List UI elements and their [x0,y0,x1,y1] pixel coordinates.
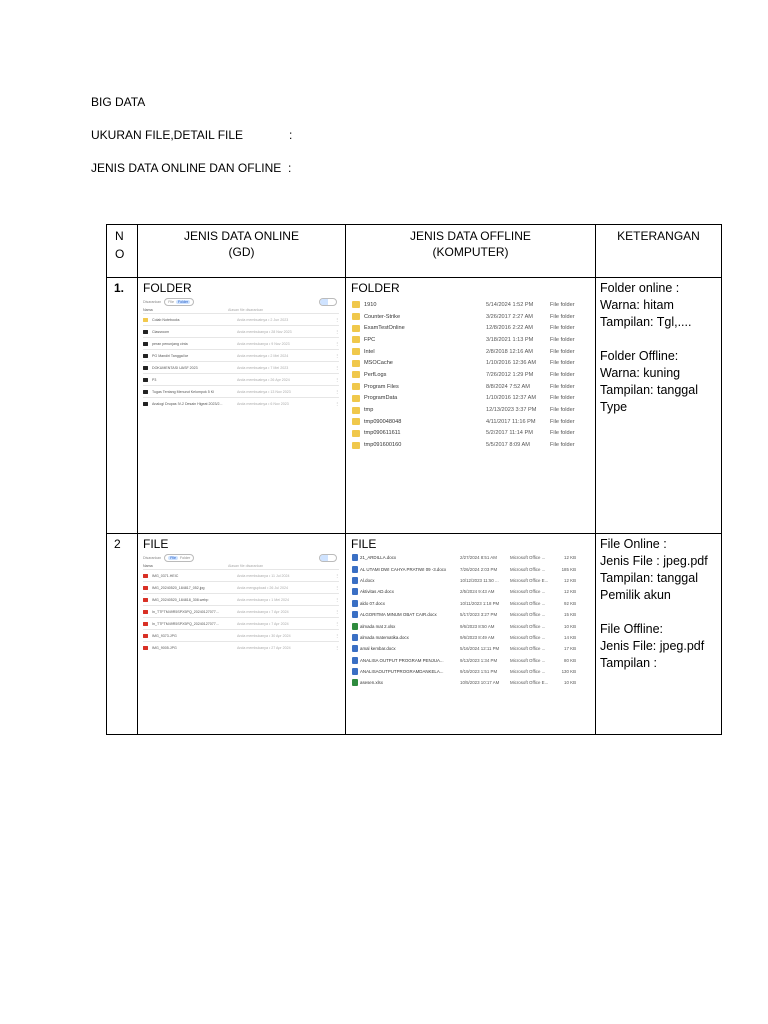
pc-file-date: 10/12/2023 11:50 ... [460,577,499,583]
pc-file-row[interactable] [352,575,593,586]
pc-file-row[interactable] [352,666,593,677]
folder-icon [143,378,148,382]
pc-folder-type: File folder [550,430,575,437]
pc-file-row[interactable] [352,620,593,631]
pc-file-type: Microsoft Office ... [510,555,546,561]
header-ket-text: KETERANGAN [617,229,700,243]
jenis-label: JENIS DATA ONLINE DAN OFLINE [91,161,282,175]
pc-file-date: 2/27/2024 8:51 AM [460,555,497,561]
pc-file-row[interactable] [352,563,593,574]
gd-file-filter-pill[interactable] [164,554,194,562]
keterangan-line: Folder online : [600,281,680,295]
folder-icon [352,325,360,332]
pc-file-type: Microsoft Office E... [510,577,549,583]
row1-keterangan-cell [596,278,722,534]
gd-file-name: IMG_20240520_184818_308.webp [152,597,209,602]
image-file-icon [143,574,148,578]
gd-folder-row[interactable] [143,373,339,385]
pc-folder-date: 4/11/2017 11:16 PM [486,418,536,425]
pc-file-size: 10 KB [564,680,576,686]
pc-file-size: 185 KB [561,566,576,572]
gd-file-reason: Anda membukanya • 30 Apr 2024 [237,633,291,638]
pc-folder-type: File folder [550,383,575,390]
gd-folder-reason: Anda membuatnya • 2 Mei 2024 [237,353,289,358]
keterangan-line: Tampilan: tanggal [600,383,698,397]
row2-number-cell [107,534,138,735]
pc-file-date: 7/26/2024 2:03 PM [460,566,498,572]
folder-icon [352,407,360,414]
folder-icon [352,442,360,449]
gd-file-reason: Anda membukanya • 7 Apr 2024 [237,609,289,614]
gd-file-col-reason: Alasan file disarankan [228,563,264,568]
gd-folder-name: peran penunjang cinta [152,341,188,346]
gd-folder-reason: Anda membuatnya • 13 Nov 2023 [237,389,291,394]
more-options-icon[interactable]: ⋮ [335,645,339,650]
pc-folder-date: 5/14/2024 1:52 PM [486,301,534,308]
gd-file-pill-folder[interactable]: Folder [179,555,191,560]
gd-folder-colhead [143,306,339,313]
header-row [107,225,722,278]
pc-folder-name: Counter-Strike [364,313,401,320]
gd-folder-row[interactable] [143,313,339,325]
list-view-icon[interactable] [320,299,328,305]
pc-file-type: Microsoft Office ... [510,589,546,595]
gd-folder-row[interactable] [143,337,339,349]
pc-folder-type: File folder [550,442,575,449]
gd-file-row[interactable] [143,581,339,593]
pc-folder-name: tmp091600160 [364,442,402,449]
keterangan-line: Tampilan: Tgl,.... [600,315,692,329]
folder-icon [352,418,360,425]
more-options-icon[interactable]: ⋮ [335,389,339,394]
folder-icon [352,430,360,437]
folder-icon [352,301,360,308]
pc-file-size: 130 KB [561,669,576,675]
pc-folder-type: File folder [550,418,575,425]
row2-online-title: FILE [143,537,169,551]
pc-file-type: Microsoft Office E... [510,680,549,686]
pc-file-size: 12 KB [564,577,576,583]
pc-folder-date: 1/10/2016 12:36 AM [486,360,537,367]
word-document-icon [352,577,358,584]
gd-file-pill-file[interactable]: File [170,555,176,560]
header-offline-line2: (KOMPUTER) [432,245,509,259]
gd-folder-row[interactable] [143,349,339,361]
keterangan-gap [600,604,721,621]
pc-folder-date: 8/8/2024 7:52 AM [486,383,530,390]
more-options-icon[interactable]: ⋮ [335,633,339,638]
pc-folder-name: FPC [364,336,376,343]
keterangan-line: Tampilan : [600,656,657,670]
image-file-icon [143,586,148,590]
gd-folder-list [143,313,339,409]
jenis-colon: : [288,161,292,175]
pc-file-row[interactable] [352,643,593,654]
gd-folder-toolbar [143,297,339,306]
pc-folder-row[interactable] [352,346,593,358]
pc-folder-name: tmp [364,407,374,414]
pc-file-row[interactable] [352,552,593,563]
keterangan-line: Warna: kuning [600,366,681,380]
word-document-icon [352,554,358,561]
pc-folder-list [352,299,593,457]
folder-icon [352,395,360,402]
ukuran-colon: : [289,128,293,142]
header-offline [346,225,596,278]
keterangan-line: Jenis File: jpeg.pdf [600,639,705,653]
word-document-icon [352,566,358,573]
gd-folder-row[interactable] [143,325,339,337]
pc-folder-name: tmp090048048 [364,418,402,425]
header-keterangan [596,225,722,278]
more-options-icon[interactable]: ⋮ [335,377,339,382]
excel-document-icon [352,679,358,686]
keterangan-line: Jenis File : jpeg.pdf [600,554,708,568]
pc-file-size: 17 KB [564,646,576,652]
pc-file-type: Microsoft Office ... [510,612,546,618]
pc-folder-type: File folder [550,371,575,378]
keterangan-gap [600,331,721,348]
gd-folder-pill-file[interactable]: File [168,299,174,304]
pc-folder-date: 12/8/2016 2:22 AM [486,325,533,332]
pc-folder-date: 1/10/2016 12:37 AM [486,395,537,402]
more-options-icon[interactable]: ⋮ [335,597,339,602]
ukuran-label: UKURAN FILE,DETAIL FILE [91,128,244,142]
pc-file-size: 15 KB [564,612,576,618]
pc-file-type: Microsoft Office ... [510,657,546,663]
image-file-icon [143,622,148,626]
row2-offline-title: FILE [351,537,377,551]
gd-file-reason: Anda membukanya • 27 Apr 2024 [237,645,291,650]
folder-icon [143,354,148,358]
pc-file-name: AL UTAMI DWI CAHYA PRATIWI 09 -3.docx [360,566,447,572]
image-file-icon [143,598,148,602]
grid-view-icon[interactable] [328,555,336,561]
row2-number: 2 [114,537,121,551]
pc-file-type: Microsoft Office ... [510,566,546,572]
pc-folder-type: File folder [550,313,575,320]
pc-folder-row[interactable] [352,428,593,440]
jenis-line [91,161,292,175]
folder-icon [352,336,360,343]
pc-file-date: 9/6/2023 8:50 AM [460,623,495,629]
pc-folder-row[interactable] [352,381,593,393]
word-document-icon [352,588,358,595]
keterangan-line: Folder Offline: [600,349,679,363]
pc-file-size: 10 KB [564,623,576,629]
pc-folder-name: ExamTestOnline [364,325,405,332]
gd-folder-name: Colab Notebooks [152,317,180,322]
folder-icon [352,360,360,367]
pc-folder-type: File folder [550,336,575,343]
pc-file-type: Microsoft Office ... [510,623,546,629]
gd-folder-filter-pill[interactable] [164,298,194,306]
pc-file-name: almada mat 2.xlsx [360,623,396,629]
gd-folder-col-reason: Alasan file disarankan [228,307,264,312]
keterangan-line: File Online : [600,537,667,551]
gd-folder-suggested-label: Disarankan [143,299,162,304]
pc-folder-date: 5/5/2017 8:09 AM [486,442,530,449]
gd-folder-reason: Anda membukanya • 9 Nov 2023 [237,341,290,346]
pc-folder-name: ProgramData [364,395,398,402]
pc-file-date: 9/19/2023 1:51 PM [460,669,498,675]
pc-file-row[interactable] [352,586,593,597]
more-options-icon[interactable]: ⋮ [335,329,339,334]
pc-file-name: almada matematika.docx [360,634,409,640]
data-table [106,224,722,735]
pc-file-row[interactable] [352,632,593,643]
gd-folder-name: Tugas Tentang Menurut Kelompok 5 KI [152,389,215,394]
header-no: N O [107,225,138,278]
pc-file-size: 12 KB [564,555,576,561]
gd-folder-name: DOKUMENTASI UASF 2023 [152,365,198,370]
pc-folder-type: File folder [550,348,575,355]
word-document-icon [352,634,358,641]
gd-file-col-name: Nama [143,563,153,568]
gd-file-reason: Anda membukanya • 7 Apr 2024 [237,621,289,626]
row2-offline-cell [346,534,596,735]
pc-folder-name: 1910 [364,301,377,308]
pc-folder-date: 12/13/2023 3:37 PM [486,407,537,414]
gd-folder-name: P3 [152,377,157,382]
more-options-icon[interactable]: ⋮ [335,621,339,626]
pc-folder-name: Intel [364,348,375,355]
gd-file-view-toggle[interactable] [319,554,337,562]
gd-file-list [143,569,339,653]
pc-file-date: 2/5/2024 9:43 AM [460,589,495,595]
pc-folder-row[interactable] [352,311,593,323]
pc-folder-row[interactable] [352,322,593,334]
row1-keterangan [596,278,721,416]
pc-file-type: Microsoft Office ... [510,646,546,652]
pc-file-date: 5/17/2023 3:27 PM [460,612,498,618]
pc-folder-row[interactable] [352,334,593,346]
list-view-icon[interactable] [320,555,328,561]
pc-folder-row[interactable] [352,404,593,416]
row1-number: 1. [114,281,125,295]
gd-file-row[interactable] [143,569,339,581]
pc-file-date: 10/5/2023 10:17 AM [460,680,500,686]
pc-folder-row[interactable] [352,393,593,405]
pc-file-size: 92 KB [564,600,576,606]
pc-file-row[interactable] [352,677,593,688]
pc-file-type: Microsoft Office ... [510,634,546,640]
pc-file-size: 12 KB [564,589,576,595]
grid-view-icon[interactable] [328,299,336,305]
pc-file-size: 14 KB [564,634,576,640]
pc-folder-type: File folder [550,360,575,367]
pc-file-name: amal kembar.docx [360,646,396,652]
pc-file-date: 5/16/2024 12:11 PM [460,646,500,652]
table-row-folder [107,278,722,534]
gd-file-name: IMG_9373.JPG [152,633,177,638]
folder-icon [143,330,148,334]
pc-file-date: 10/11/2023 1:18 PM [460,600,500,606]
gd-file-screenshot [143,553,339,693]
more-options-icon[interactable]: ⋮ [335,353,339,358]
pc-folder-date: 5/2/2017 11:14 PM [486,430,533,437]
pc-folder-type: File folder [550,407,575,414]
header-online-line2: (GD) [228,245,255,259]
folder-icon [143,342,148,346]
header-online [138,225,346,278]
keterangan-line: Type [600,400,628,414]
ukuran-line [91,128,293,142]
row1-online-title: FOLDER [143,281,192,295]
pc-file-name: aldo 07.docx [360,600,385,606]
more-options-icon[interactable]: ⋮ [335,365,339,370]
image-file-icon [143,646,148,650]
pc-folder-row[interactable] [352,299,593,311]
header-online-line1: JENIS DATA ONLINE [184,229,299,243]
word-document-icon [352,600,358,607]
pc-folder-date: 3/26/2017 2:27 AM [486,313,533,320]
pc-folder-date: 2/8/2018 12:16 AM [486,348,533,355]
pc-folder-type: File folder [550,301,575,308]
pc-file-name: ANALISAOUTPUTPROGRAMDANKELA... [360,669,444,675]
gd-file-row[interactable] [143,605,339,617]
word-document-icon [352,645,358,652]
folder-icon [143,390,148,394]
gd-file-row[interactable] [143,641,339,653]
more-options-icon[interactable]: ⋮ [335,317,339,322]
gd-file-name: IMG_0371.HEIC [152,573,179,578]
gd-file-row[interactable] [143,617,339,629]
pc-folder-name: MSOCache [364,360,393,367]
gd-folder-pill-folder[interactable]: Folder [177,299,189,304]
gd-file-reason: Anda mengupload • 26 Jul 2024 [237,585,289,590]
row1-online-cell [138,278,346,534]
pc-file-list [352,552,593,702]
gd-folder-reason: Anda membuatnya • 26 Apr 2024 [237,377,290,382]
doc-title: BIG DATA [91,95,146,109]
row1-number-cell [107,278,138,534]
more-options-icon[interactable]: ⋮ [335,609,339,614]
gd-file-name: IMG_9005.JPG [152,645,177,650]
gd-folder-row[interactable] [143,361,339,373]
pc-folder-type: File folder [550,325,575,332]
word-document-icon [352,611,358,618]
pc-file-date: 9/6/2023 8:49 AM [460,634,495,640]
pc-folder-row[interactable] [352,369,593,381]
pc-file-date: 9/13/2023 1:34 PM [460,657,498,663]
pc-file-name: 21_ARDILLA.docx [360,555,397,561]
pc-folder-row[interactable] [352,357,593,369]
row1-offline-cell [346,278,596,534]
pc-file-row[interactable] [352,598,593,609]
folder-icon [352,348,360,355]
pc-folder-name: tmp090611611 [364,430,401,437]
gd-file-row[interactable] [143,629,339,641]
gd-file-name: In_TTFTM49R5SPX5PQ_20240127077... [152,609,219,614]
folder-icon [143,318,148,322]
pc-file-type: Microsoft Office ... [510,669,546,675]
pc-folder-row[interactable] [352,439,593,451]
keterangan-line: File Offline: [600,622,663,636]
gd-file-suggested-label: Disarankan [143,555,162,560]
pc-folder-type: File folder [550,395,575,402]
folder-icon [143,402,148,406]
row2-online-cell [138,534,346,735]
gd-file-colhead [143,562,339,569]
gd-folder-reason: Anda membuatnya • 7 Mei 2023 [237,365,289,370]
more-options-icon[interactable]: ⋮ [335,341,339,346]
folder-icon [352,313,360,320]
gd-file-reason: Anda membukanya • 11 Jul 2024 [237,573,290,578]
word-document-icon [352,668,358,675]
folder-icon [352,371,360,378]
table-row-file [107,534,722,735]
word-document-icon [352,657,358,664]
more-options-icon[interactable]: ⋮ [335,401,339,406]
gd-file-reason: Anda membukanya • 1 Mei 2024 [237,597,290,602]
more-options-icon[interactable]: ⋮ [335,573,339,578]
gd-file-row[interactable] [143,593,339,605]
gd-file-name: In_TTFTM49R5SPX5PQ_20240127077... [152,621,219,626]
header-offline-line1: JENIS DATA OFFLINE [410,229,531,243]
pc-file-name: Aktivitas AD.docx [360,589,394,595]
pc-folder-date: 3/18/2021 1:13 PM [486,336,534,343]
gd-folder-reason: Anda membukanya • 28 Nov 2023 [237,329,292,334]
image-file-icon [143,634,148,638]
gd-folder-row[interactable] [143,397,339,409]
pc-folder-name: PerfLogs [364,371,387,378]
pc-file-row[interactable] [352,609,593,620]
pc-folder-name: Program Files [364,383,399,390]
pc-folder-row[interactable] [352,416,593,428]
row2-keterangan [596,534,721,672]
keterangan-line: Warna: hitam [600,298,674,312]
pc-file-type: Microsoft Office ... [510,600,546,606]
pc-file-name: ALGORITMA MINUM OBAT CAIR.docx [360,612,437,618]
pc-file-name: Al.docx [360,577,375,583]
gd-folder-name: Analogi Drupas IV-2 Desain Higeat 2023/2... [152,401,223,406]
gd-file-toolbar [143,553,339,562]
pc-file-name: ANALISA OUTPUT PROGRAM PENJUA... [360,657,444,663]
gd-folder-name: PG Mandiri Tanggal ke [152,353,189,358]
gd-folder-col-name: Nama [143,307,153,312]
pc-file-row[interactable] [352,655,593,666]
keterangan-line: Pemilik akun [600,588,671,602]
row2-keterangan-cell [596,534,722,735]
gd-folder-name: Classroom [152,329,170,334]
gd-folder-reason: Anda membuatnya • 6 Nov 2023 [237,401,289,406]
folder-icon [352,383,360,390]
gd-folder-screenshot [143,297,339,409]
excel-document-icon [352,623,358,630]
pc-file-size: 80 KB [564,657,576,663]
folder-icon [143,366,148,370]
gd-file-name: IMG_20240520_184817_052.jpg [152,585,205,590]
gd-folder-reason: Anda membuatnya • 2 Jun 2023 [237,317,289,322]
row1-offline-title: FOLDER [351,281,400,295]
image-file-icon [143,610,148,614]
keterangan-line: Tampilan: tanggal [600,571,698,585]
pc-folder-date: 7/26/2012 1:29 PM [486,371,534,378]
more-options-icon[interactable]: ⋮ [335,585,339,590]
gd-folder-view-toggle[interactable] [319,298,337,306]
gd-folder-row[interactable] [143,385,339,397]
pc-file-name: asesen.xlsx [360,680,383,686]
